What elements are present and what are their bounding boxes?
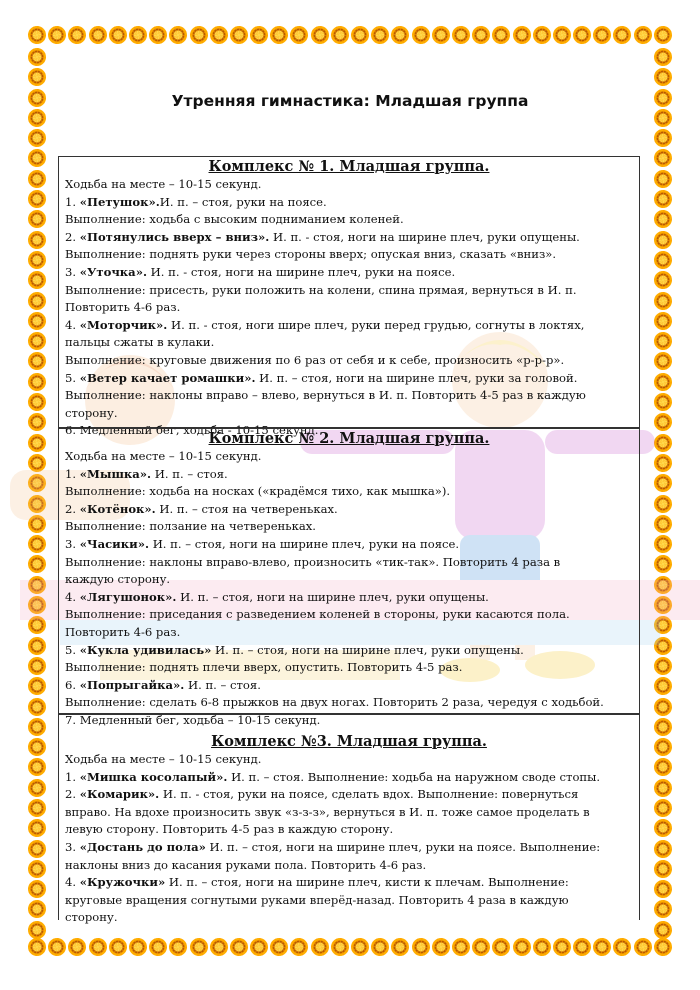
sunflower-icon: [190, 938, 208, 956]
exercise-line: [65, 387, 639, 405]
sunflower-icon: [472, 938, 490, 956]
exercise-line: [65, 299, 639, 317]
sunflower-icon: [452, 938, 470, 956]
sunflower-icon: [654, 880, 672, 898]
exercise-text: Выполнение: наклоны вправо-влево, произносить «тик-так». Повторить 4 раза в: [65, 554, 561, 569]
exercise-text: Выполнение: ходьба на носках («крадёмся тихо, как мышка»).: [65, 484, 451, 499]
exercise-text: И. п. – стоя на четвереньках.: [155, 501, 338, 516]
sunflower-icon: [654, 210, 672, 228]
exercise-line: [65, 694, 639, 712]
exercise-text: Ходьба на месте – 10-15 секунд.: [65, 752, 262, 766]
exercise-text: 7. Медленный бег, ходьба – 10-15 секунд.: [65, 712, 321, 727]
sunflower-icon: [28, 149, 46, 167]
sunflower-icon: [654, 109, 672, 127]
sunflower-icon: [28, 373, 46, 391]
sunflower-icon: [654, 170, 672, 188]
exercise-text: 4.: [65, 317, 80, 332]
exercise-text: 4.: [65, 875, 80, 890]
exercise-text: И. п. – стоя, руки на поясе.: [159, 194, 327, 209]
sunflower-icon: [654, 48, 672, 66]
sunflower-icon: [351, 26, 369, 44]
sunflower-icon: [250, 26, 268, 44]
sunflower-icon: [654, 840, 672, 858]
exercise-line: [65, 370, 639, 388]
exercise-text: сторону.: [65, 910, 118, 925]
sunflower-icon: [210, 26, 228, 44]
sunflower-icon: [654, 596, 672, 614]
exercise-line: [65, 677, 639, 695]
exercise-text: Повторить 4-6 раз.: [65, 300, 181, 315]
sunflower-icon: [432, 938, 450, 956]
exercise-text: Выполнение: приседания с разведением коленей в стороны, руки касаются пола.: [65, 607, 570, 622]
sunflower-icon: [149, 26, 167, 44]
exercise-text: Выполнение: ползание на четвереньках.: [65, 519, 316, 534]
sunflower-icon: [28, 576, 46, 594]
sunflower-icon: [28, 332, 46, 350]
sunflower-icon: [28, 495, 46, 513]
exercise-text: И. п. - стоя, ноги на ширине плеч, руки опущены.: [269, 229, 580, 244]
exercise-text: 3.: [65, 839, 80, 854]
sunflower-icon: [28, 938, 46, 956]
sunflower-icon: [391, 938, 409, 956]
sunflower-icon: [28, 271, 46, 289]
exercise-line: [65, 176, 639, 194]
sunflower-icon: [250, 938, 268, 956]
exercise-text: И. п. – стоя, ноги на ширине плеч, руки на поясе. Выполнение:: [205, 839, 601, 854]
exercise-text: 3.: [65, 536, 80, 551]
exercise-line: [65, 642, 639, 660]
sunflower-icon: [513, 26, 531, 44]
exercise-line: [65, 334, 639, 352]
sunflower-icon: [28, 718, 46, 736]
sunflower-icon: [654, 921, 672, 939]
sunflower-icon: [28, 921, 46, 939]
border-right: [654, 48, 672, 939]
sunflower-icon: [270, 938, 288, 956]
sunflower-icon: [654, 698, 672, 716]
sunflower-icon: [230, 938, 248, 956]
sunflower-icon: [654, 860, 672, 878]
exercise-text: 3.: [65, 264, 80, 279]
exercise-text: 1.: [65, 769, 80, 784]
exercise-line: [65, 264, 639, 282]
sunflower-icon: [654, 393, 672, 411]
exercise-line: [65, 821, 639, 839]
exercise-line: [65, 786, 639, 804]
sunflower-icon: [28, 698, 46, 716]
sunflower-icon: [28, 637, 46, 655]
exercise-line: [65, 571, 639, 589]
exercise-text: 2.: [65, 229, 80, 244]
section-title: Комплекс № 2. Младшая группа.: [208, 430, 490, 447]
complex-3-box: [58, 714, 640, 925]
exercise-name: «Мышка».: [79, 466, 152, 481]
exercise-text: каждую сторону.: [65, 572, 171, 587]
sunflower-icon: [391, 26, 409, 44]
sunflower-icon: [28, 860, 46, 878]
sunflower-icon: [654, 129, 672, 147]
exercise-line: [65, 804, 639, 822]
exercise-text: Выполнение: сделать 6-8 прыжков на двух ногах. Повторить 2 раза, чередуя с ходьбой.: [65, 695, 604, 710]
exercise-text: круговые вращения согнутыми руками вперёд-назад. Повторить 4 раза в каждую: [65, 892, 569, 907]
exercise-line: [65, 282, 639, 300]
sunflower-icon: [593, 26, 611, 44]
sunflower-icon: [613, 938, 631, 956]
sunflower-icon: [654, 68, 672, 86]
exercise-text: И. п. – стоя, ноги на ширине плеч, руки опущены.: [176, 589, 489, 604]
sunflower-icon: [654, 555, 672, 573]
sunflower-icon: [593, 938, 611, 956]
sunflower-icon: [654, 312, 672, 330]
exercise-text: 1.: [65, 466, 80, 481]
sunflower-icon: [553, 26, 571, 44]
sunflower-icon: [28, 129, 46, 147]
sunflower-icon: [654, 495, 672, 513]
sunflower-icon: [371, 26, 389, 44]
sunflower-icon: [654, 413, 672, 431]
exercise-line: [65, 874, 639, 892]
sunflower-icon: [412, 26, 430, 44]
exercise-text: вправо. На вдохе произносить звук «з-з-з», вернуться в И. п. тоже самое проделать в: [65, 804, 590, 819]
sunflower-icon: [230, 26, 248, 44]
sunflower-icon: [412, 938, 430, 956]
sunflower-icon: [28, 799, 46, 817]
sunflower-icon: [654, 149, 672, 167]
sunflower-icon: [169, 26, 187, 44]
section-lines: [59, 448, 639, 730]
sunflower-icon: [654, 271, 672, 289]
exercise-text: 2.: [65, 787, 80, 802]
exercise-text: И. п. – стоя, ноги на ширине плеч, руки опущены.: [211, 642, 524, 657]
sunflower-icon: [28, 231, 46, 249]
sunflower-icon: [311, 938, 329, 956]
exercise-line: [65, 501, 639, 519]
sunflower-icon: [654, 190, 672, 208]
exercise-line: [65, 246, 639, 264]
exercise-text: пальцы сжаты в кулаки.: [65, 335, 215, 350]
exercise-line: [65, 448, 639, 466]
border-bottom: [28, 938, 672, 956]
sunflower-icon: [28, 48, 46, 66]
exercise-line: [65, 405, 639, 423]
section-title: Комплекс № 1. Младшая группа.: [208, 158, 490, 175]
sunflower-icon: [28, 535, 46, 553]
exercise-text: И. п. – стоя. Выполнение: ходьба на наружном своде стопы.: [227, 769, 601, 784]
exercise-line: [65, 839, 639, 857]
sunflower-icon: [654, 657, 672, 675]
sunflower-icon: [28, 413, 46, 431]
exercise-text: 2.: [65, 501, 80, 516]
section-lines: [59, 176, 639, 440]
sunflower-icon: [28, 738, 46, 756]
exercise-name: «Попрыгайка».: [79, 677, 185, 692]
sunflower-icon: [432, 26, 450, 44]
exercise-name: «Кружочки»: [79, 875, 166, 890]
sunflower-icon: [89, 26, 107, 44]
exercise-text: И. п. - стоя, ноги шире плеч, руки перед грудью, согнуты в локтях,: [167, 317, 585, 332]
sunflower-icon: [28, 170, 46, 188]
exercise-line: [65, 317, 639, 335]
sunflower-icon: [654, 718, 672, 736]
sunflower-icon: [210, 938, 228, 956]
sunflower-icon: [331, 938, 349, 956]
exercise-line: [65, 659, 639, 677]
exercise-line: [65, 536, 639, 554]
sunflower-icon: [68, 938, 86, 956]
sunflower-icon: [513, 938, 531, 956]
sunflower-icon: [654, 637, 672, 655]
exercise-name: «Кукла удивилась»: [79, 642, 212, 657]
sunflower-icon: [28, 657, 46, 675]
sunflower-icon: [28, 109, 46, 127]
sunflower-icon: [654, 779, 672, 797]
exercise-line: [65, 518, 639, 536]
sunflower-icon: [472, 26, 490, 44]
sunflower-icon: [270, 26, 288, 44]
sunflower-icon: [351, 938, 369, 956]
sunflower-icon: [28, 819, 46, 837]
exercise-text: Повторить 4-6 раз.: [65, 624, 181, 639]
sunflower-icon: [48, 26, 66, 44]
exercise-text: Выполнение: поднять плечи вверх, опустить. Повторить 4-5 раз.: [65, 660, 463, 675]
exercise-text: наклоны вниз до касания руками пола. Повторить 4-6 раз.: [65, 857, 427, 872]
exercise-name: «Часики».: [79, 536, 150, 551]
exercise-name: «Ветер качает ромашки».: [79, 370, 256, 385]
sunflower-icon: [654, 434, 672, 452]
exercise-text: 6. Медленный бег, ходьба - 10-15 секунд.: [65, 423, 319, 438]
sunflower-icon: [654, 454, 672, 472]
sunflower-icon: [654, 332, 672, 350]
exercise-name: «Уточка».: [79, 264, 147, 279]
exercise-line: [65, 589, 639, 607]
sunflower-icon: [654, 292, 672, 310]
sunflower-icon: [28, 26, 46, 44]
sunflower-icon: [28, 434, 46, 452]
sunflower-icon: [533, 26, 551, 44]
exercise-text: Выполнение: присесть, руки положить на колени, спина прямая, вернуться в И. п.: [65, 282, 577, 297]
exercise-line: [65, 352, 639, 370]
exercise-name: «Мишка косолапый».: [79, 769, 228, 784]
border-left: [28, 48, 46, 939]
exercise-line: [65, 194, 639, 212]
sunflower-icon: [654, 738, 672, 756]
sunflower-icon: [109, 938, 127, 956]
exercise-text: Выполнение: поднять руки через стороны вверх; опуская вниз, сказать «вниз».: [65, 247, 557, 262]
sunflower-icon: [68, 26, 86, 44]
exercise-text: И. п. – стоя, ноги на ширине плеч, руки за головой.: [255, 370, 578, 385]
exercise-line: [65, 751, 639, 769]
sunflower-icon: [290, 26, 308, 44]
exercise-line: [65, 211, 639, 229]
border-top: [28, 26, 672, 44]
exercise-text: И. п. – стоя.: [184, 677, 261, 692]
exercise-name: «Петушок».: [79, 194, 160, 209]
sunflower-icon: [654, 515, 672, 533]
sunflower-icon: [28, 393, 46, 411]
exercise-line: [65, 483, 639, 501]
exercise-line: [65, 624, 639, 642]
sunflower-icon: [654, 373, 672, 391]
sunflower-icon: [654, 799, 672, 817]
exercise-text: 6.: [65, 677, 80, 692]
exercise-text: сторону.: [65, 405, 118, 420]
sunflower-icon: [654, 677, 672, 695]
sunflower-icon: [28, 900, 46, 918]
sunflower-icon: [169, 938, 187, 956]
exercise-line: [65, 466, 639, 484]
exercise-text: Ходьба на месте – 10-15 секунд.: [65, 449, 262, 463]
exercise-name: «Достань до пола»: [79, 839, 206, 854]
sunflower-icon: [28, 210, 46, 228]
sunflower-icon: [654, 352, 672, 370]
sunflower-icon: [89, 938, 107, 956]
exercise-text: И. п. – стоя.: [151, 466, 228, 481]
sunflower-icon: [28, 758, 46, 776]
exercise-name: «Комарик».: [79, 787, 160, 802]
exercise-text: Выполнение: ходьба с высоким подниманием коленей.: [65, 212, 404, 227]
exercise-line: [65, 606, 639, 624]
exercise-line: [65, 892, 639, 910]
section-lines: [59, 751, 639, 927]
exercise-text: 5.: [65, 370, 80, 385]
sunflower-icon: [654, 616, 672, 634]
exercise-line: [65, 857, 639, 875]
sunflower-icon: [28, 515, 46, 533]
sunflower-icon: [654, 819, 672, 837]
sunflower-icon: [654, 576, 672, 594]
sunflower-icon: [129, 26, 147, 44]
sunflower-icon: [48, 938, 66, 956]
sunflower-icon: [573, 938, 591, 956]
sunflower-icon: [654, 26, 672, 44]
sunflower-icon: [634, 938, 652, 956]
exercise-name: «Потянулись вверх – вниз».: [79, 229, 270, 244]
sunflower-icon: [613, 26, 631, 44]
exercise-line: [65, 769, 639, 787]
section-title: Комплекс №3. Младшая группа.: [211, 733, 487, 750]
exercise-text: Выполнение: наклоны вправо – влево, вернуться в И. п. Повторить 4-5 раз в каждую: [65, 388, 586, 403]
exercise-text: И. п. - стоя, ноги на ширине плеч, руки на поясе.: [146, 264, 456, 279]
sunflower-icon: [654, 535, 672, 553]
exercise-name: «Моторчик».: [79, 317, 168, 332]
exercise-text: 1.: [65, 194, 80, 209]
exercise-text: И. п. - стоя, руки на поясе, сделать вдох. Выполнение: повернуться: [159, 787, 579, 802]
exercise-name: «Котёнок».: [79, 501, 156, 516]
exercise-text: 5.: [65, 642, 80, 657]
sunflower-icon: [28, 677, 46, 695]
sunflower-icon: [492, 938, 510, 956]
sunflower-icon: [28, 555, 46, 573]
sunflower-icon: [28, 190, 46, 208]
exercise-text: И. п. – стоя, ноги на ширине плеч, кисти к плечам. Выполнение:: [165, 875, 569, 890]
complex-2-box: [58, 428, 640, 727]
sunflower-icon: [28, 616, 46, 634]
exercise-text: Ходьба на месте – 10-15 секунд.: [65, 177, 262, 191]
sunflower-icon: [634, 26, 652, 44]
page-title: Утренняя гимнастика: Младшая группа: [171, 92, 529, 110]
exercise-line: [65, 554, 639, 572]
sunflower-icon: [654, 758, 672, 776]
exercise-text: Выполнение: круговые движения по 6 раз от себя и к себе, произносить «р-р-р».: [65, 352, 565, 367]
sunflower-icon: [654, 900, 672, 918]
sunflower-icon: [331, 26, 349, 44]
sunflower-icon: [553, 938, 571, 956]
complex-1-box: [58, 156, 640, 438]
sunflower-icon: [533, 938, 551, 956]
exercise-text: левую сторону. Повторить 4-5 раз в каждую сторону.: [65, 822, 394, 837]
sunflower-icon: [371, 938, 389, 956]
sunflower-icon: [28, 840, 46, 858]
sunflower-icon: [28, 779, 46, 797]
sunflower-icon: [28, 352, 46, 370]
sunflower-icon: [28, 68, 46, 86]
sunflower-icon: [28, 596, 46, 614]
exercise-text: И. п. – стоя, ноги на ширине плеч, руки на поясе.: [149, 536, 460, 551]
exercise-text: 4.: [65, 589, 80, 604]
sunflower-icon: [452, 26, 470, 44]
sunflower-icon: [573, 26, 591, 44]
exercise-line: [65, 909, 639, 927]
exercise-line: [65, 229, 639, 247]
sunflower-icon: [28, 292, 46, 310]
sunflower-icon: [654, 474, 672, 492]
sunflower-icon: [149, 938, 167, 956]
sunflower-icon: [290, 938, 308, 956]
sunflower-icon: [28, 251, 46, 269]
sunflower-icon: [28, 454, 46, 472]
sunflower-icon: [109, 26, 127, 44]
sunflower-icon: [28, 880, 46, 898]
sunflower-icon: [28, 474, 46, 492]
sunflower-icon: [492, 26, 510, 44]
sunflower-icon: [190, 26, 208, 44]
sunflower-icon: [311, 26, 329, 44]
sunflower-icon: [129, 938, 147, 956]
sunflower-icon: [654, 251, 672, 269]
sunflower-icon: [654, 231, 672, 249]
sunflower-icon: [28, 312, 46, 330]
sunflower-icon: [654, 938, 672, 956]
exercise-name: «Лягушонок».: [79, 589, 177, 604]
